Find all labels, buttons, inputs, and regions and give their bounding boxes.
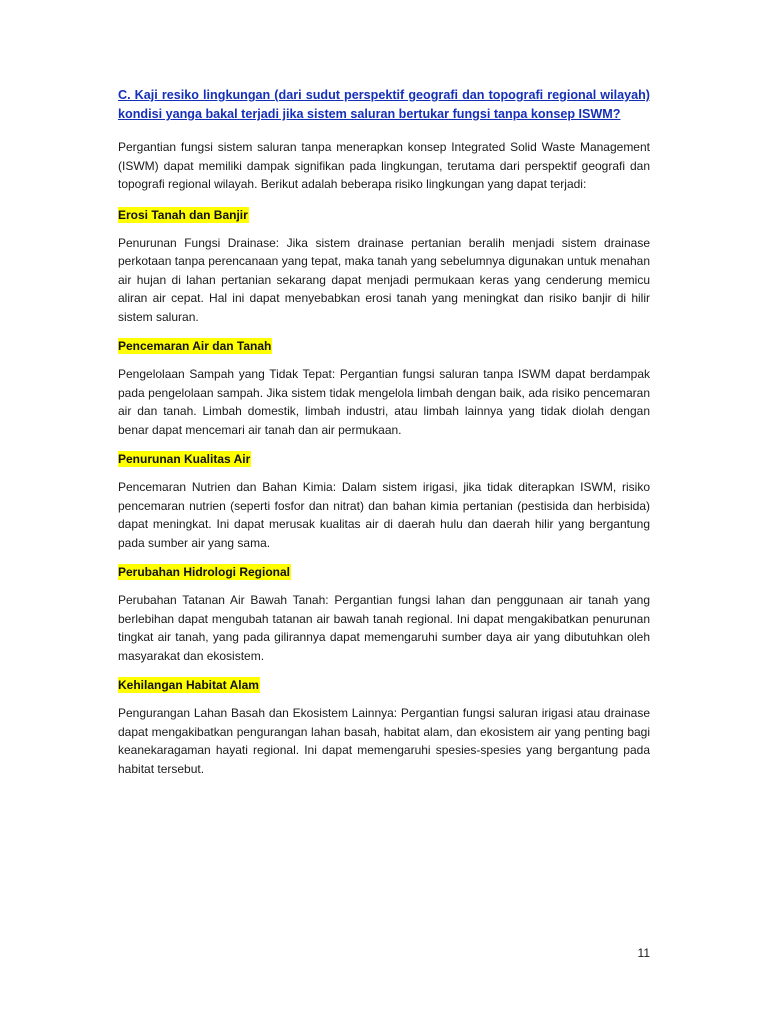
page-number: 11 — [637, 946, 650, 960]
section-heading: C. Kaji resiko lingkungan (dari sudut perspektif geografi dan topografi regional wilayah) kondisi yanga bakal terjadi jika sistem saluran bertukar fungsi tanpa konsep ISWM? — [118, 88, 650, 121]
risk-paragraph: Pencemaran Nutrien dan Bahan Kimia: Dalam sistem irigasi, jika tidak diterapkan ISWM, risiko pencemaran nutrien (seperti fosfor dan nitrat) dan bahan kimia pertanian (pestisida dan herbisida) dapat meningkat. Ini dapat merusak kualitas air di daerah hulu dan daerah hilir yang bergantung pada sumber air yang sama. — [118, 480, 650, 550]
risk-title: Erosi Tanah dan Banjir — [118, 207, 248, 222]
risk-section-pollution — [118, 337, 650, 439]
risk-section-habitat — [118, 676, 650, 778]
risk-paragraph: Pengurangan Lahan Basah dan Ekosistem Lainnya: Pergantian fungsi saluran irigasi atau drainase dapat mengakibatkan pengurangan lahan basah, habitat alam, dan ekosistem air yang penting bagi keanekaragaman hayati regional. Ini dapat memengaruhi spesies-spesies yang bergantung pada habitat tersebut. — [118, 706, 650, 776]
risk-paragraph: Perubahan Tatanan Air Bawah Tanah: Pergantian fungsi lahan dan penggunaan air tanah yang berlebihan dapat mengubah tatanan air bawah tanah regional. Ini dapat mengakibatkan penurunan tingkat air tanah, yang pada gilirannya dapat memengaruhi sumber daya air yang dibutuhkan oleh masyarakat dan ekosistem. — [118, 593, 650, 663]
document-page — [118, 86, 650, 789]
risk-title: Penurunan Kualitas Air — [118, 452, 251, 466]
risk-title: Perubahan Hidrologi Regional — [118, 565, 291, 579]
risk-section-water-quality — [118, 450, 650, 552]
risk-section-erosion — [118, 206, 650, 327]
intro-paragraph: Pergantian fungsi sistem saluran tanpa menerapkan konsep Integrated Solid Waste Management (ISWM) dapat memiliki dampak signifikan pada lingkungan, terutama dari perspektif geografi dan topografi regional wilayah. Berikut adalah beberapa risiko lingkungan yang dapat terjadi: — [118, 140, 650, 191]
risk-title: Kehilangan Habitat Alam — [118, 678, 259, 692]
risk-paragraph: Penurunan Fungsi Drainase: Jika sistem drainase pertanian beralih menjadi sistem drainase perkotaan tanpa perencanaan yang tepat, maka tanah yang sebelumnya digunakan untuk menahan air hujan di lahan pertanian sekarang dapat menjadi permukaan keras yang cenderung memicu aliran air cepat. Hal ini dapat menyebabkan erosi tanah yang meningkat dan risiko banjir di hilir sistem saluran. — [118, 235, 650, 324]
risk-paragraph: Pengelolaan Sampah yang Tidak Tepat: Pergantian fungsi saluran tanpa ISWM dapat berdampak pada pengelolaan sampah. Jika sistem tidak mengelola limbah dengan baik, ada risiko pencemaran air dan tanah. Limbah domestik, limbah industri, atau limbah lainnya yang tidak diolah dengan benar dapat mencemari air tanah dan air permukaan. — [118, 367, 650, 437]
risk-title: Pencemaran Air dan Tanah — [118, 339, 272, 353]
risk-section-hydrology — [118, 563, 650, 665]
